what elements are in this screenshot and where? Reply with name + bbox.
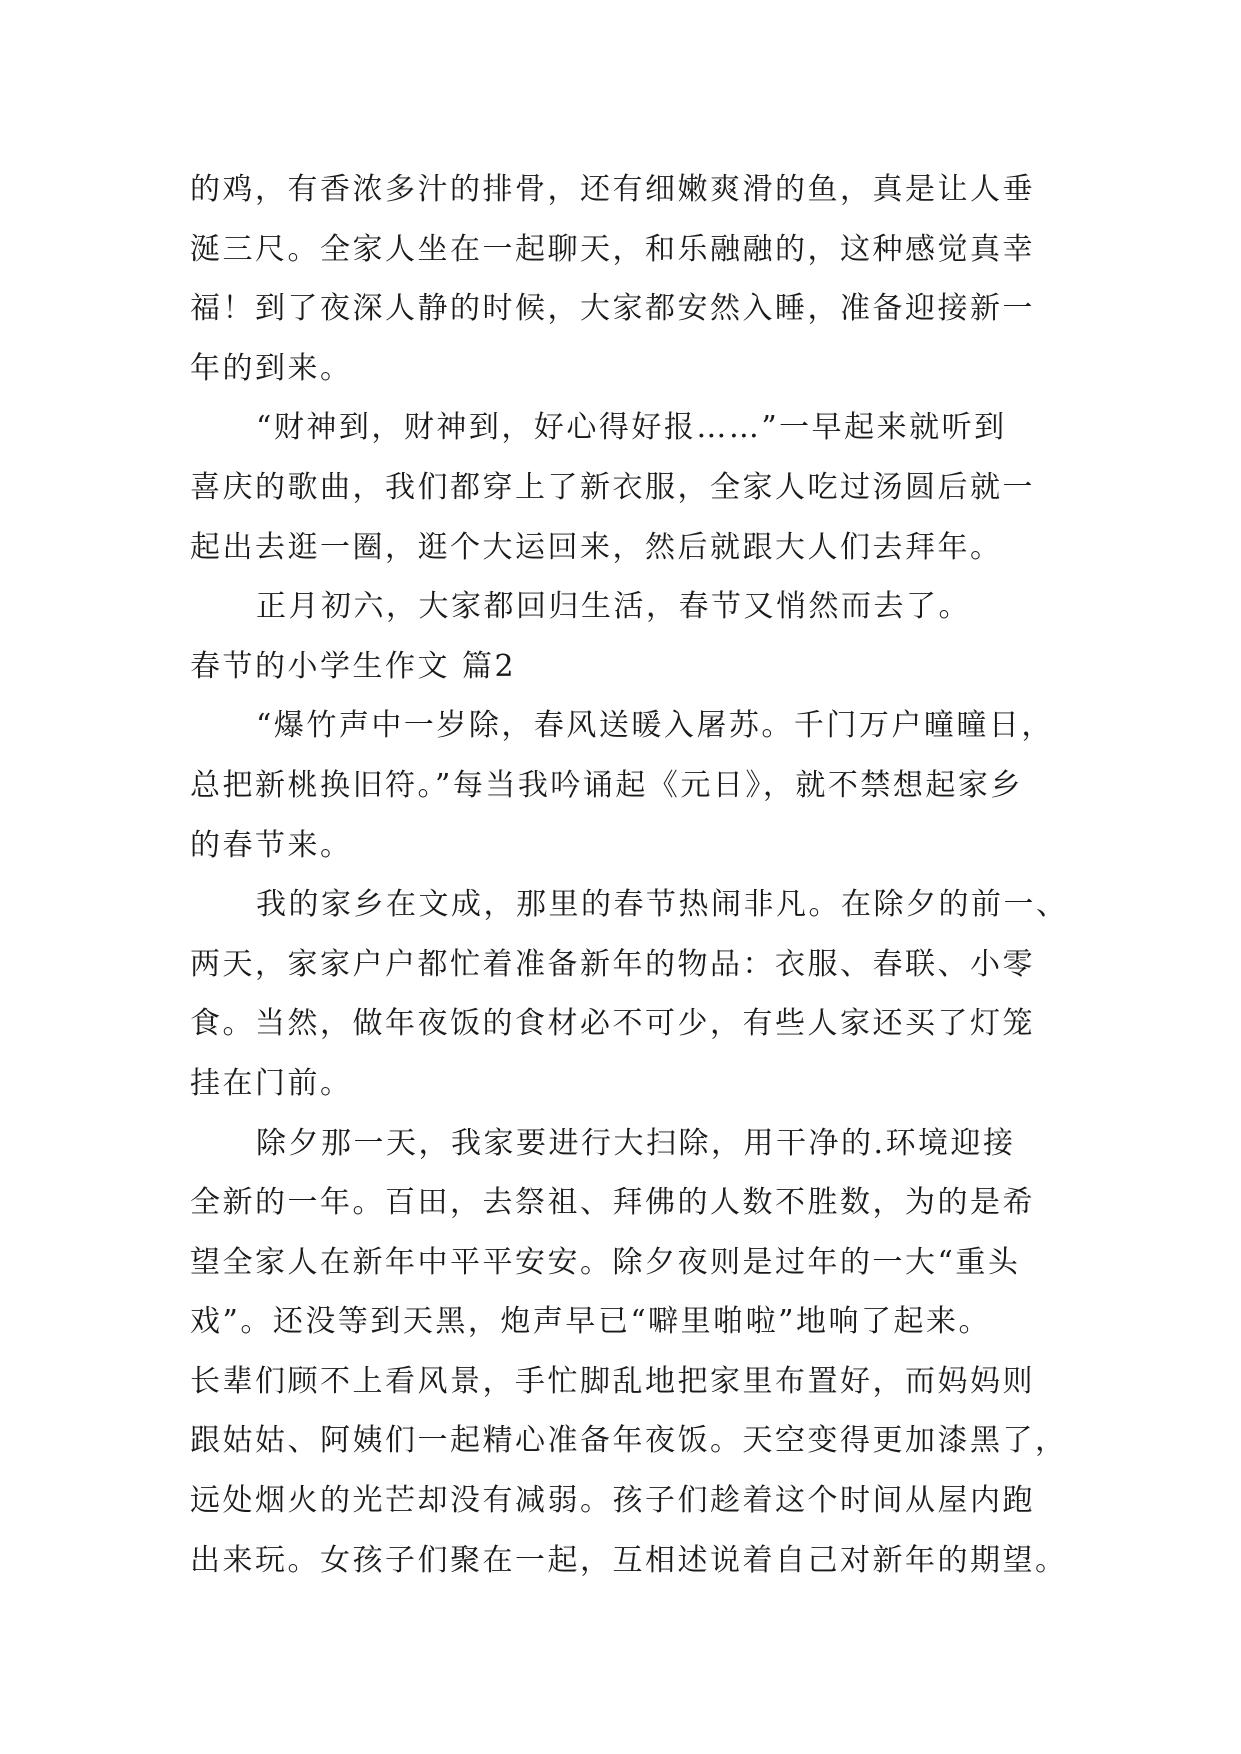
paragraph-start-line: 除夕那一天，我家要进行大扫除，用干净的.环境迎接 xyxy=(256,1125,1016,1161)
text-line: 福！到了夜深人静的时候，大家都安然入睡，准备迎接新一 xyxy=(190,291,1035,327)
text-line: 全新的一年。百田，去祭祖、拜佛的人数不胜数，为的是希 xyxy=(190,1185,1035,1221)
text-line: 出来玩。女孩子们聚在一起，互相述说着自己对新年的期望。 xyxy=(190,1542,1068,1578)
text-line: 望全家人在新年中平平安安。除夕夜则是过年的一大“重头 xyxy=(190,1244,1021,1280)
paragraph-start-line: “财神到，财神到，好心得好报……”一早起来就听到 xyxy=(256,410,1007,446)
text-line: 远处烟火的光芒却没有减弱。孩子们趁着这个时间从屋内跑 xyxy=(190,1483,1035,1519)
text-line: 食。当然，做年夜饭的食材必不可少，有些人家还买了灯笼 xyxy=(190,1006,1035,1042)
text-line: 年的到来。 xyxy=(190,350,353,386)
text-line: 两天，家家户户都忙着准备新年的物品：衣服、春联、小零 xyxy=(190,946,1035,982)
text-line: 喜庆的歌曲，我们都穿上了新衣服，全家人吃过汤圆后就一 xyxy=(190,469,1035,505)
text-line: 戏”。还没等到天黑，炮声早已“噼里啪啦”地响了起来。 xyxy=(190,1304,992,1340)
text-line: 的春节来。 xyxy=(190,827,353,863)
text-line: 跟姑姑、阿姨们一起精心准备年夜饭。天空变得更加漆黑了， xyxy=(190,1423,1068,1459)
text-line: 总把新桃换旧符。”每当我吟诵起《元日》，就不禁想起家乡 xyxy=(190,767,1023,803)
text-line: 的鸡，有香浓多汁的排骨，还有细嫩爽滑的鱼，真是让人垂 xyxy=(190,172,1035,207)
text-line: 涎三尺。全家人坐在一起聊天，和乐融融的，这种感觉真幸 xyxy=(190,231,1035,267)
paragraph-start-line: 我的家乡在文成，那里的春节热闹非凡。在除夕的前一、 xyxy=(256,887,1069,923)
text-line: 起出去逛一圈，逛个大运回来，然后就跟大人们去拜年。 xyxy=(190,529,1003,565)
section-heading: 春节的小学生作文 篇2 xyxy=(190,648,517,684)
essay-body xyxy=(190,160,1069,1590)
paragraph-start-line: 正月初六，大家都回归生活，春节又悄然而去了。 xyxy=(256,589,971,625)
text-line: 长辈们顾不上看风景，手忙脚乱地把家里布置好，而妈妈则 xyxy=(190,1363,1035,1399)
paragraph-start-line: “爆竹声中一岁除，春风送暖入屠苏。千门万户曈曈日， xyxy=(256,708,1054,744)
text-line: 挂在门前。 xyxy=(190,1065,353,1101)
